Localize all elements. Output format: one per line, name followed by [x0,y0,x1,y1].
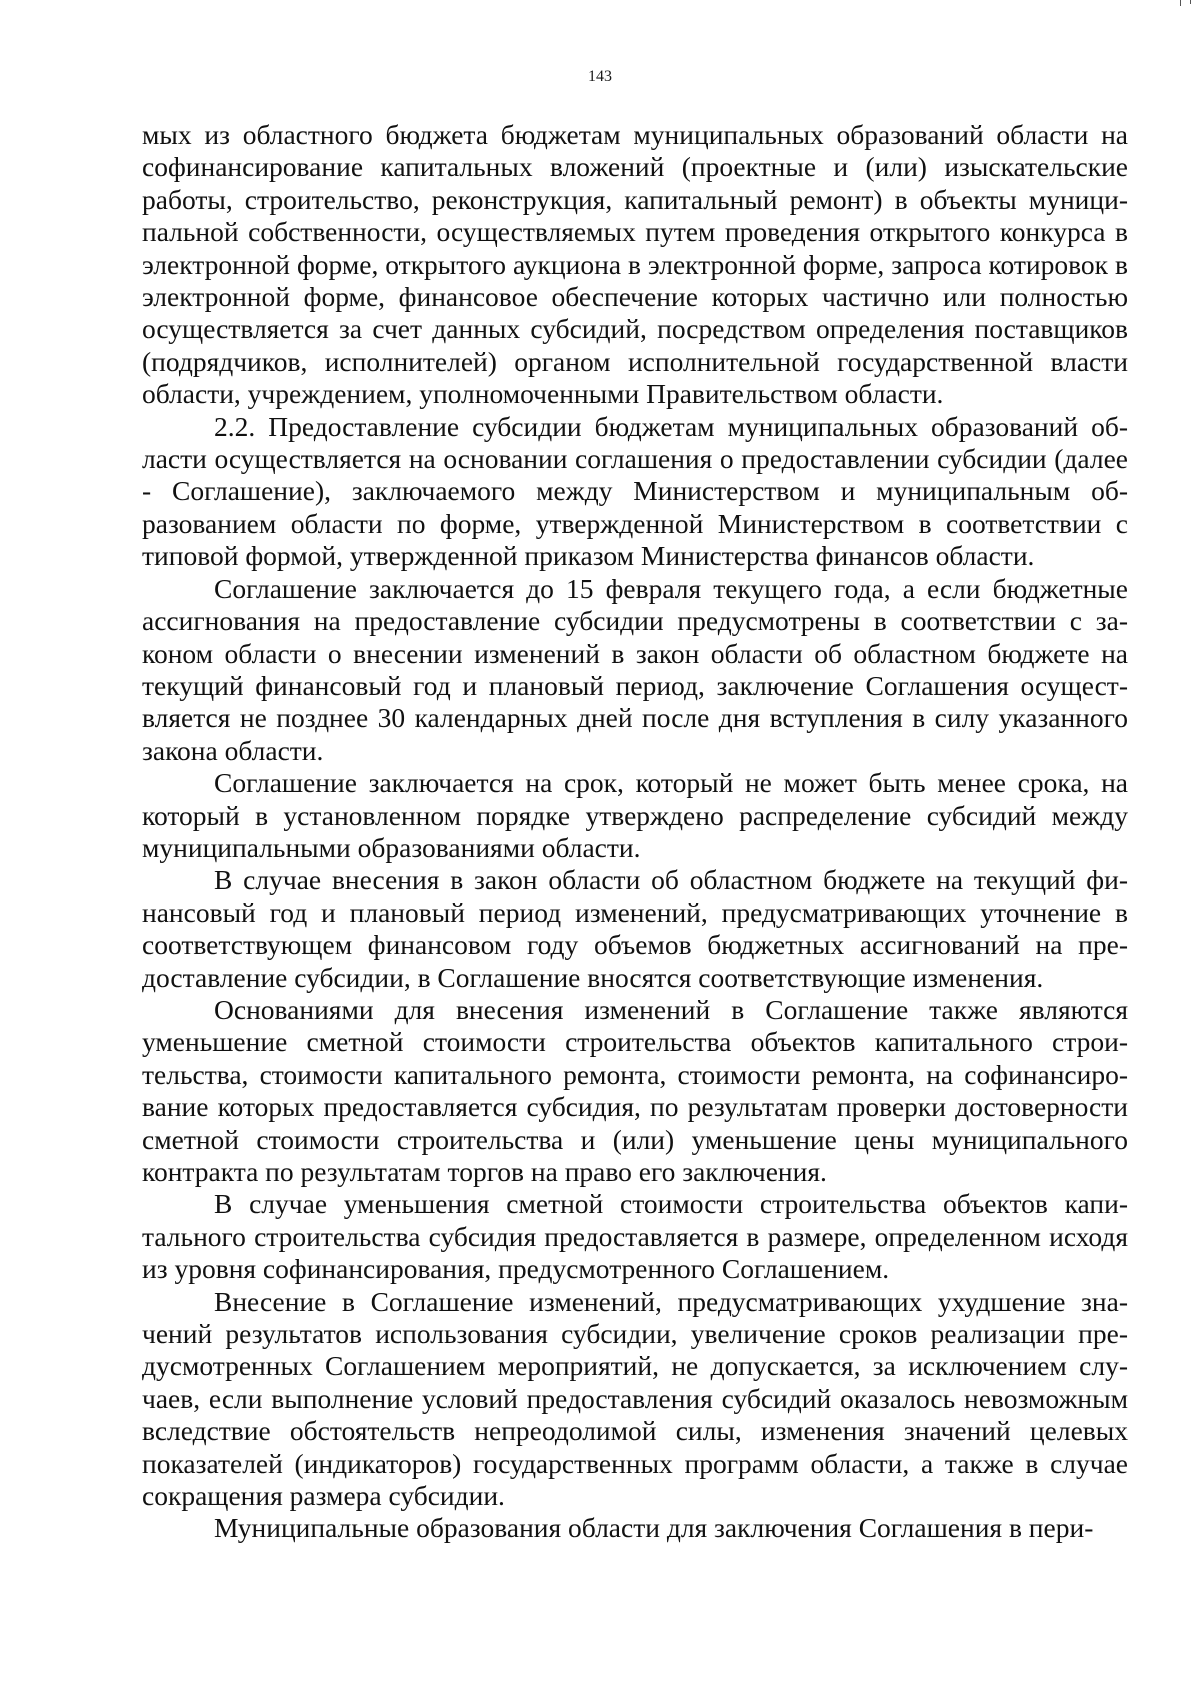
paragraph: Муниципальные образования области для заключения Соглашения в пери- [214,1512,1094,1544]
paragraph: Внесение в Соглашение изменений, предусматривающих ухудшение значений результатов использования субсидии, увеличение сроков реализации предусмотренных Соглашением мероприятий, не допускается, за исключением случаев, если выполнение условий предоставления субсидий оказалось невозможным вследствие обстоятельств непреодолимой силы, изменения значений целевых показателей (индикаторов) государственных программ области, а также в случае сокращения размера субсидии. [142,1285,1128,1512]
paragraph: 2.2. Предоставление субсидии бюджетам муниципальных образований области осуществляется на основании соглашения о предоставлении субсидии (далее - Соглашение), заключаемого между Министерством и муниципальным образованием области по форме, утвержденной Министерством в соответствии с типовой формой, утвержденной приказом Министерства финансов области. [142,410,1128,572]
document-body [142,119,1128,1545]
paragraph: мых из областного бюджета бюджетам муниципальных образований области на софинансирование капитальных вложений (проектные и (или) изыскательские работы, строительство, реконструкция, капитальный ремонт) в объекты муниципальной собственности, осуществляемых путем проведения открытого конкурса в электронной форме, открытого аукциона в электронной форме, запроса котировок в электронной форме, финансовое обеспечение которых частично или полностью осуществляется за счет данных субсидий, посредством определения поставщиков (подрядчиков, исполнителей) органом исполнительной государственной власти области, учреждением, уполномоченными Правительством области. [142,119,1128,410]
paragraph: Основаниями для внесения изменений в Соглашение также являются уменьшение сметной стоимости строительства объектов капитального строительства, стоимости капитального ремонта, стоимости ремонта, на софинансирование которых предоставляется субсидия, по результатам проверки достоверности сметной стоимости строительства и (или) уменьшение цены муниципального контракта по результатам торгов на право его заключения. [142,993,1128,1187]
paragraph: В случае уменьшения сметной стоимости строительства объектов капитального строительства субсидия предоставляется в размере, определенном исходя из уровня софинансирования, предусмотренного Соглашением. [142,1188,1128,1285]
paragraph: Соглашение заключается до 15 февраля текущего года, а если бюджетные ассигнования на предоставление субсидии предусмотрены в соответствии с законом области о внесении изменений в закон области об областном бюджете на текущий финансовый год и плановый период, заключение Соглашения осуществляется не позднее 30 календарных дней после дня вступления в силу указанного закона области. [142,572,1128,766]
paragraph: Соглашение заключается на срок, который не может быть менее срока, на который в установленном порядке утверждено распределение субсидий между муниципальными образованиями области. [142,767,1128,863]
scan-edge-mark [1190,0,1191,4]
scan-edge-mark [1180,0,1181,6]
paragraph: В случае внесения в закон области об областном бюджете на текущий финансовый год и плановый период изменений, предусматривающих уточнение в соответствующем финансовом году объемов бюджетных ассигнований на предоставление субсидии, в Соглашение вносятся соответствующие изменения. [142,864,1128,993]
page-number: 143 [588,68,612,85]
